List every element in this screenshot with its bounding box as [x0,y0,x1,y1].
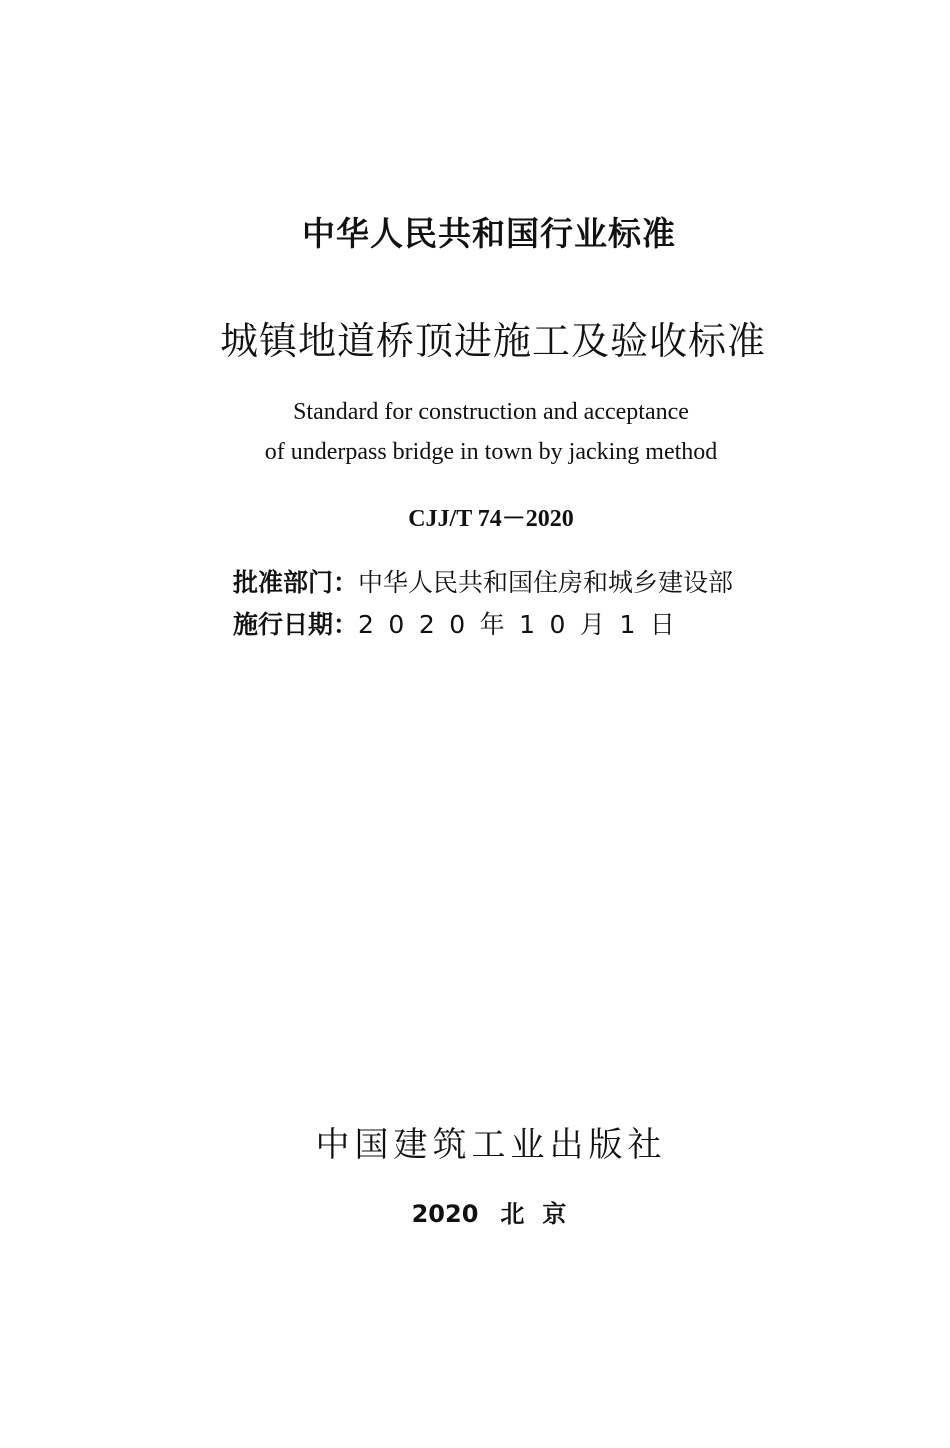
title-chinese: 城镇地道桥顶进施工及验收标准 [219,319,766,363]
title-english-line1: Standard for construction and acceptance [293,399,689,425]
effective-date-value: 2020年10月1日 [358,610,690,639]
effective-date-row [233,608,689,642]
title-english-line2: of underpass bridge in town by jacking method [264,439,718,465]
approval-label: 批准部门： [233,568,359,597]
imprint-city-part2: 京 [542,1200,567,1228]
imprint [14,1198,950,1230]
imprint-city-part1: 北 [500,1200,525,1228]
standard-code: CJJ/T 74－2020 [408,506,574,532]
publisher: 中国建筑工业出版社 [315,1125,667,1165]
approval-row [233,566,733,600]
imprint-year: 2020 [411,1200,479,1228]
approval-value: 中华人民共和国住房和城乡建设部 [358,568,734,597]
standard-category: 中华人民共和国行业标准 [302,214,676,253]
effective-date-label: 施行日期： [233,610,359,639]
